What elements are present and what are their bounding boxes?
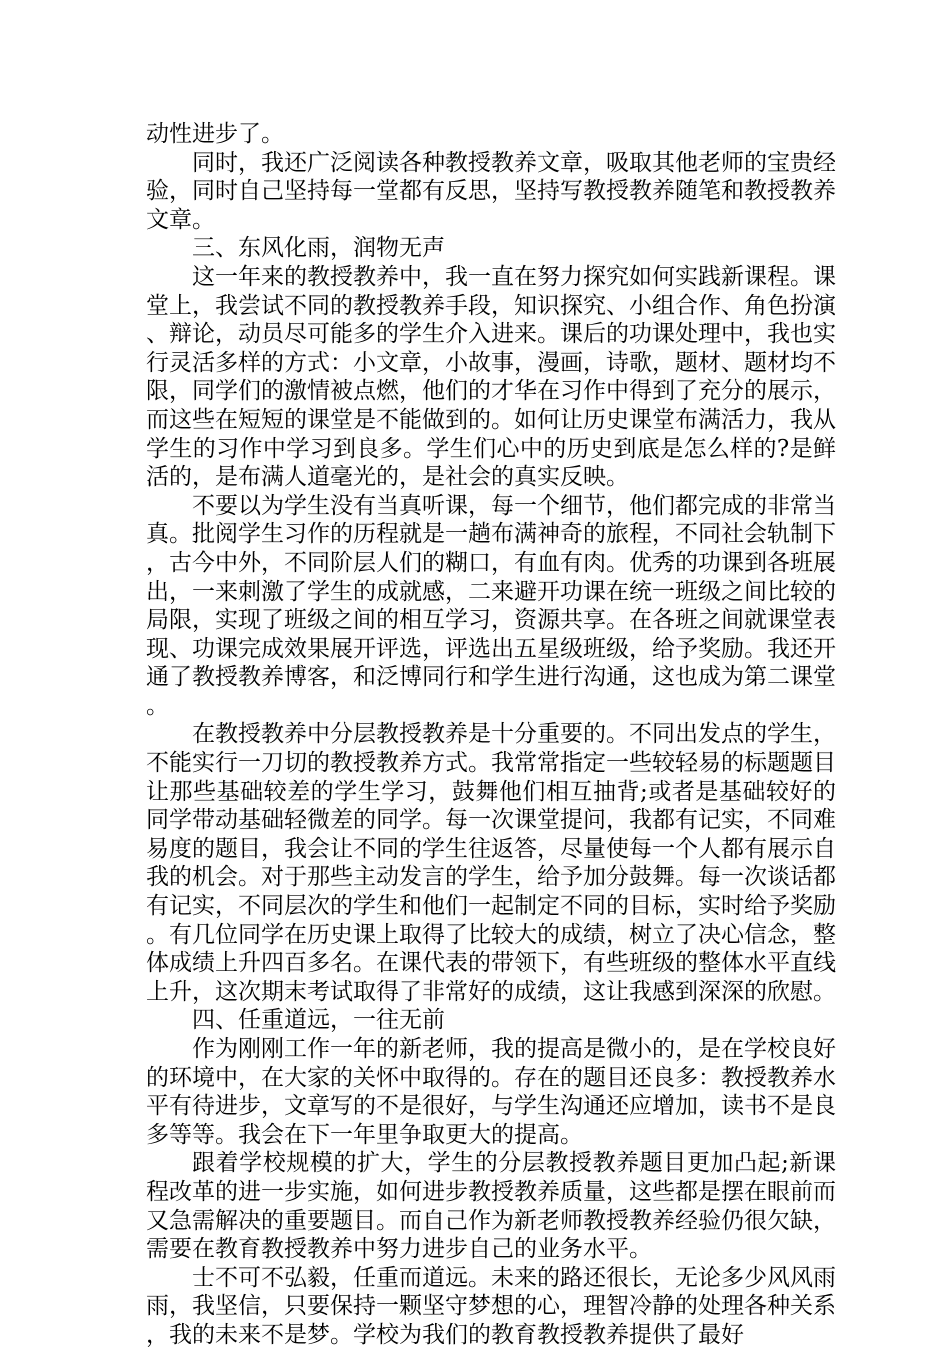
section-heading-4: 四、任重道远，一往无前	[192, 1007, 445, 1034]
section-heading-3: 三、东风化雨，润物无声	[192, 235, 445, 262]
paragraph-continuation: 动性进步了。	[146, 121, 284, 147]
document-body	[146, 120, 836, 1350]
paragraph-reading: 同时，我还广泛阅读各种教授教养文章，吸取其他老师的宝贵经验，同时自己坚持每一堂都有反思，坚持写教授教养随笔和教授教养文章。	[146, 149, 836, 233]
paragraph-school-expansion: 跟着学校规模的扩大，学生的分层教授教养题目更加凸起;新课程改革的进一步实施，如何进步教授教养质量，这些都是摆在眼前而又急需解决的重要题目。而自己作为新老师教授教养经验仍很欠缺，需要在教育教授教养中努力进步自己的业务水平。	[146, 1150, 836, 1263]
paragraph-new-teacher: 作为刚刚工作一年的新老师，我的提高是微小的，是在学校良好的环境中，在大家的关怀中取得的。存在的题目还良多：教授教养水平有待进步，文章写的不是很好，与学生沟通还应增加，读书不是良多等等。我会在下一年里争取更大的提高。	[146, 1036, 836, 1148]
paragraph-new-curriculum: 这一年来的教授教养中，我一直在努力探究如何实践新课程。课堂上，我尝试不同的教授教养手段，知识探究、小组合作、角色扮演、辩论，动员尽可能多的学生介入进来。课后的功课处理中，我也实行灵活多样的方式：小文章，小故事，漫画，诗歌，题材、题材均不限，同学们的激情被点燃，他们的才华在习作中得到了充分的展示，而这些在短短的课堂是不能做到的。如何让历史课堂布满活力，我从学生的习作中学习到良多。学生们心中的历史到底是怎么样的?是鲜活的，是布满人道毫光的，是社会的真实反映。	[146, 263, 836, 491]
paragraph-homework-review: 不要以为学生没有当真听课，每一个细节，他们都完成的非常当真。批阅学生习作的历程就是一趟布满神奇的旅程，不同社会轨制下，古今中外，不同阶层人们的糊口，有血有肉。优秀的功课到各班展出，一来刺激了学生的成就感，二来避开功课在统一班级之间比较的局限，实现了班级之间的相互学习，资源共享。在各班之间就课堂表现、功课完成效果展开评选，评选出五星级班级，给予奖励。我还开通了教授教养博客，和泛博同行和学生进行沟通，这也成为第二课堂。	[146, 492, 836, 719]
paragraph-future: 士不可不弘毅，任重而道远。未来的路还很长，无论多少风风雨雨，我坚信，只要保持一颗坚守梦想的心，理智冷静的处理各种关系，我的未来不是梦。学校为我们的教育教授教养提供了最好	[146, 1264, 836, 1348]
paragraph-tiered-teaching: 在教授教养中分层教授教养是十分重要的。不同出发点的学生，不能实行一刀切的教授教养方式。我常常指定一些较轻易的标题题目让那些基础较差的学生学习，鼓舞他们相互抽背;或者是基础较好的同学带动基础轻微差的同学。每一次课堂提问，我都有记实，不同难易度的题目，我会让不同的学生往返答，尽量使每一个人都有展示自我的机会。对于那些主动发言的学生，给予加分鼓舞。每一次谈话都有记实，不同层次的学生和他们一起制定不同的目标，实时给予奖励。有几位同学在历史课上取得了比较大的成绩，树立了决心信念，整体成绩上升四百多名。在课代表的带领下，有些班级的整体水平直线上升，这次期末考试取得了非常好的成绩，这让我感到深深的欣慰。	[146, 721, 836, 1005]
